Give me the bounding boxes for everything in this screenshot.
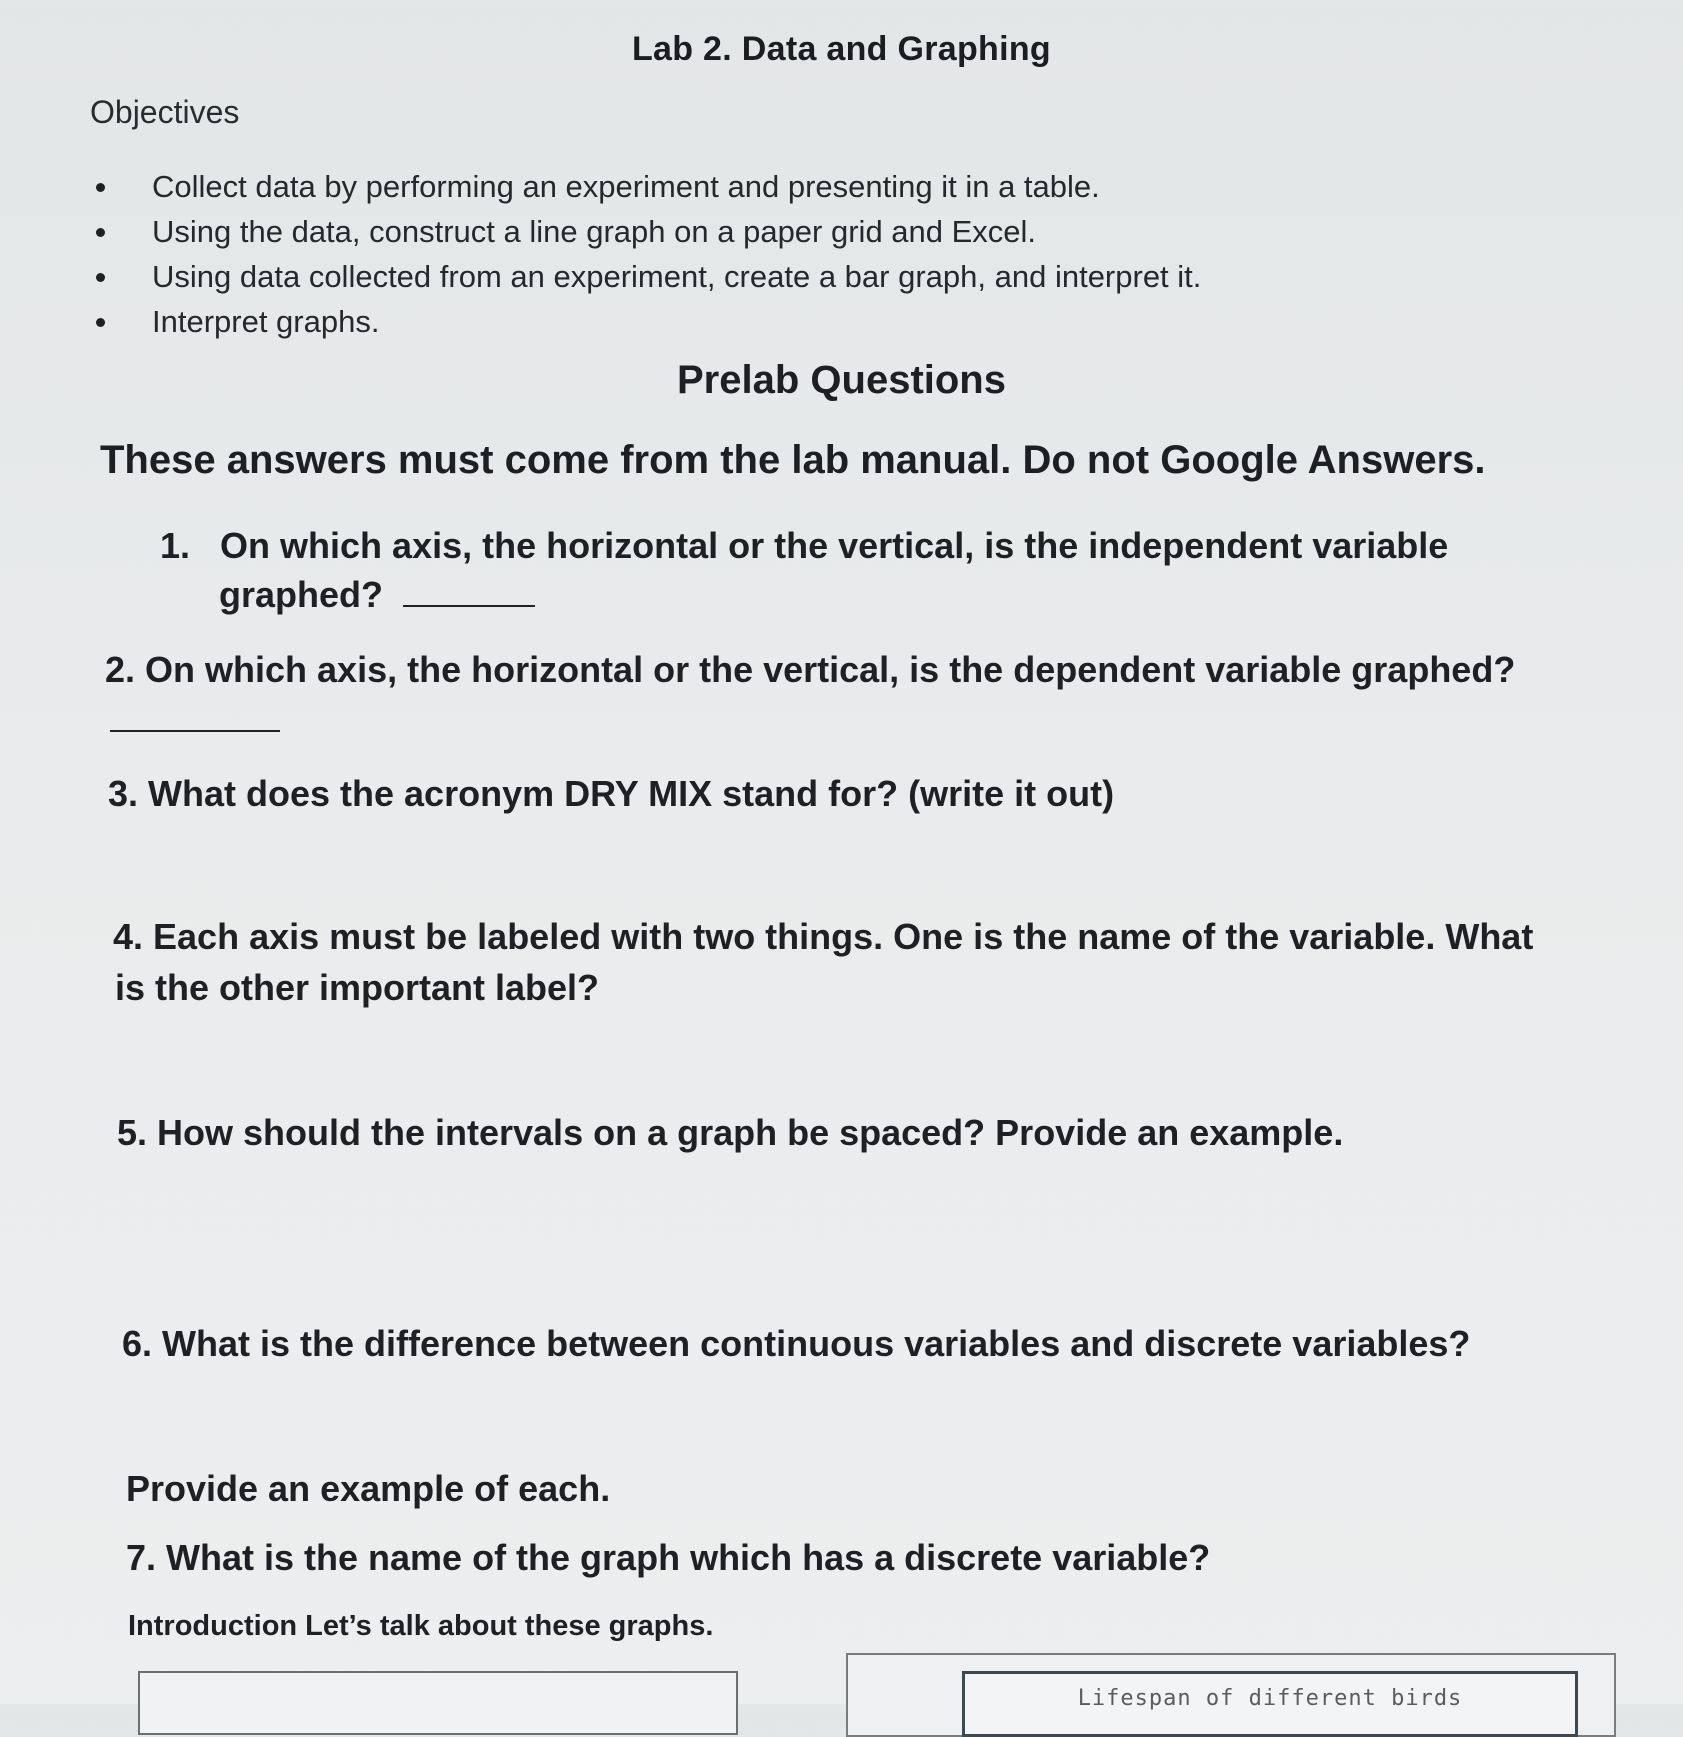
question-7: 7. What is the name of the graph which has a discrete variable?	[126, 1537, 1211, 1578]
answer-blank-2[interactable]	[110, 730, 280, 732]
bullet-icon	[96, 273, 105, 282]
introduction-text: Introduction Let’s talk about these graphs.	[128, 1610, 714, 1642]
question-1-continued	[219, 569, 535, 621]
question-1	[160, 520, 1448, 572]
list-item	[90, 299, 1201, 344]
objectives-list	[90, 164, 1201, 344]
question-1-number: 1.	[160, 525, 191, 566]
objective-text: Using data collected from an experiment, create a bar graph, and interpret it.	[152, 259, 1202, 294]
list-item	[90, 254, 1201, 299]
instructions-warning: These answers must come from the lab manual. Do not Google Answers.	[100, 438, 1486, 482]
left-graph-frame	[138, 1671, 738, 1735]
page-title: Lab 2. Data and Graphing	[631, 30, 1052, 68]
answer-blank-1[interactable]	[403, 601, 535, 607]
objective-text: Interpret graphs.	[152, 304, 380, 339]
bullet-icon	[96, 228, 105, 237]
list-item	[90, 164, 1201, 209]
objective-text: Collect data by performing an experiment and presenting it in a table.	[152, 169, 1100, 204]
question-4-line2: is the other important label?	[115, 967, 600, 1008]
question-4-line1: 4. Each axis must be labeled with two things. One is the name of the variable. What	[113, 916, 1534, 957]
question-6-followup: Provide an example of each.	[126, 1468, 611, 1509]
question-5: 5. How should the intervals on a graph be spaced? Provide an example.	[117, 1112, 1344, 1153]
prelab-heading: Prelab Questions	[677, 358, 1006, 402]
bullet-icon	[96, 183, 105, 192]
objective-text: Using the data, construct a line graph on a paper grid and Excel.	[152, 214, 1037, 249]
list-item	[90, 209, 1201, 254]
question-3: 3. What does the acronym DRY MIX stand for? (write it out)	[108, 773, 1115, 814]
bullet-icon	[96, 318, 105, 327]
question-2: 2. On which axis, the horizontal or the vertical, is the dependent variable graphed?	[105, 649, 1516, 690]
question-6: 6. What is the difference between continuous variables and discrete variables?	[122, 1323, 1471, 1364]
right-graph-title: Lifespan of different birds	[1077, 1686, 1463, 1711]
question-1-line2: graphed?	[219, 574, 384, 615]
question-1-line1: On which axis, the horizontal or the vertical, is the independent variable	[220, 525, 1449, 566]
right-graph-frame	[962, 1671, 1578, 1737]
objectives-heading: Objectives	[90, 94, 240, 130]
